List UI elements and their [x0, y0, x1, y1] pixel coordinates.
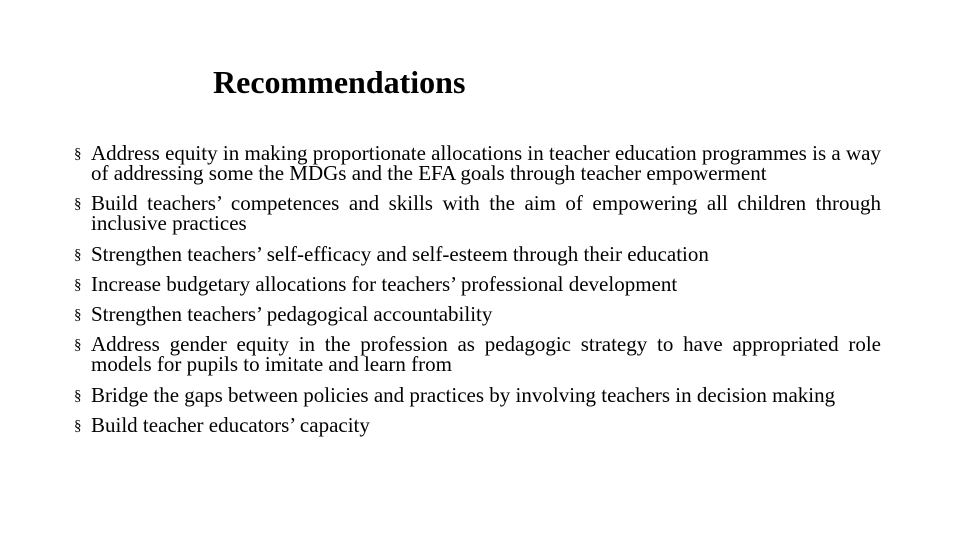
list-item-text: Bridge the gaps between policies and practices by involving teachers in decision making	[91, 382, 836, 407]
list-item	[74, 191, 881, 236]
square-bullet-icon: §	[74, 146, 82, 162]
list-item	[74, 302, 881, 327]
list-item-text: Address equity in making proportionate allocations in teacher education programmes is a way of addressing some the MDGs and the EFA goals through teacher empowerment	[91, 141, 881, 185]
square-bullet-icon: §	[74, 337, 82, 354]
square-bullet-icon: §	[74, 276, 82, 293]
list-item-text: Strengthen teachers’ pedagogical accountability	[91, 302, 493, 327]
list-item-text: Build teachers’ competences and skills with the aim of empowering all children through inclusive practices	[91, 191, 881, 236]
square-bullet-icon: §	[74, 307, 82, 324]
list-item	[74, 413, 881, 438]
list-item-text: Address gender equity in the profession as pedagogic strategy to have appropriated role models for pupils to imitate and learn from	[91, 332, 881, 377]
list-item	[74, 382, 881, 407]
list-item-text: Increase budgetary allocations for teachers’ professional development	[91, 271, 678, 296]
list-item	[74, 241, 881, 266]
list-item	[74, 332, 881, 377]
square-bullet-icon: §	[74, 246, 82, 263]
list-item-text: Strengthen teachers’ self-efficacy and self-esteem through their education	[91, 241, 709, 266]
list-item	[74, 271, 881, 296]
slide-title: Recommendations	[213, 64, 466, 100]
square-bullet-icon: §	[74, 418, 82, 435]
square-bullet-icon: §	[74, 196, 82, 213]
list-item-text: Build teacher educators’ capacity	[91, 413, 370, 438]
square-bullet-icon: §	[74, 387, 82, 404]
list-item	[74, 141, 881, 185]
recommendations-list	[74, 141, 881, 445]
